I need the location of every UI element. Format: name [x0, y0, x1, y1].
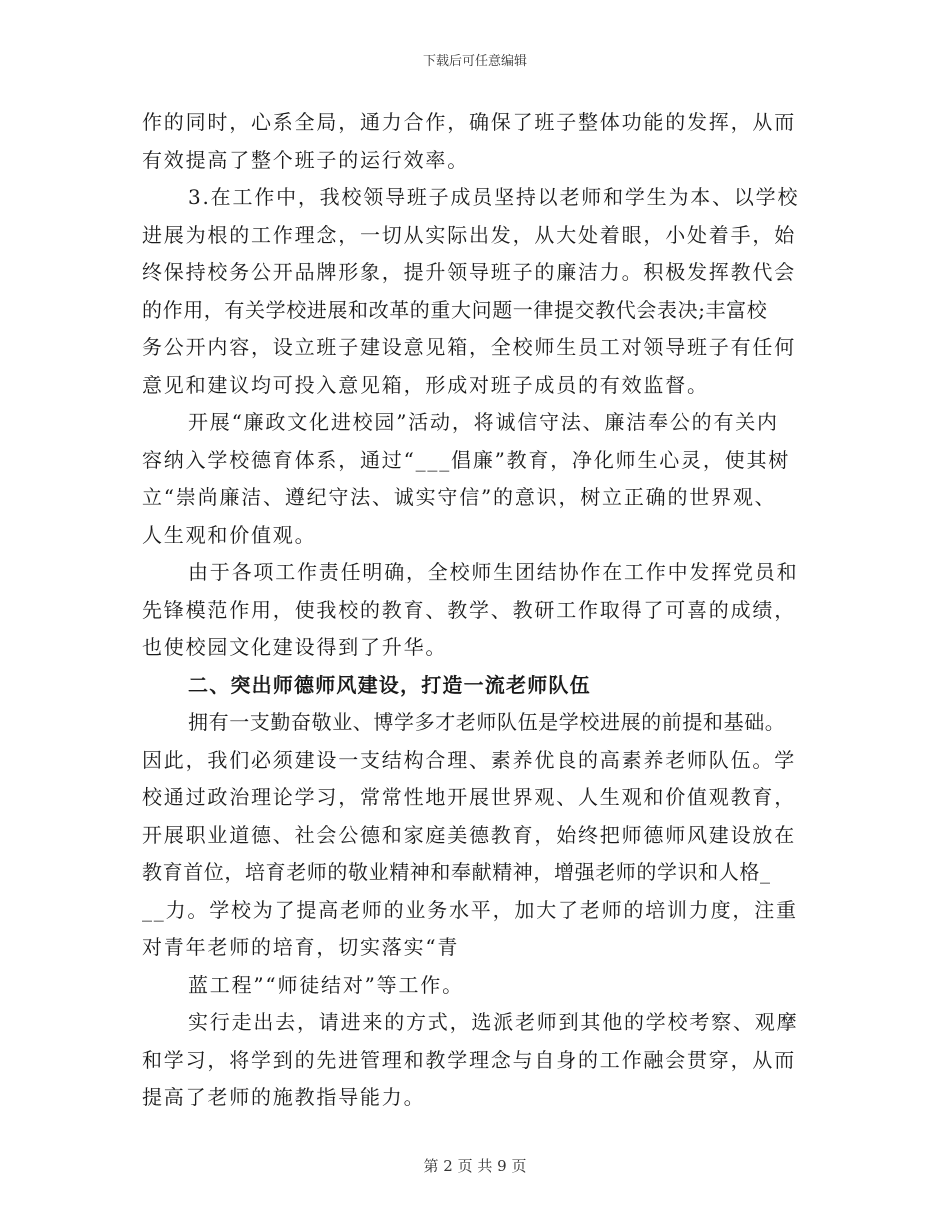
page-header: 下载后可任意编辑	[422, 54, 527, 69]
paragraph-line: 也使校园文化建设得到了升华。	[142, 635, 448, 659]
paragraph-line: 拥有一支勤奋敬业、博学多才老师队伍是学校进展的前提和基础。	[188, 710, 786, 734]
paragraph-line: 容纳入学校德育体系，通过“___倡廉”教育，净化师生心灵，使其树	[142, 447, 791, 472]
page-footer: 第 2 页 共 9 页	[423, 1157, 527, 1175]
section-heading: 二、突出师德师风建设，打造一流老师队伍	[188, 672, 591, 697]
paragraph-line: 先锋模范作用，使我校的教育、教学、教研工作取得了可喜的成绩，	[142, 597, 796, 622]
paragraph-line: 开展职业道德、社会公德和家庭美德教育，始终把师德师风建设放在	[142, 822, 796, 847]
paragraph-line: 作的同时，心系全局，通力合作，确保了班子整体功能的发挥，从而	[142, 110, 796, 134]
paragraph-line: 3.在工作中，我校领导班子成员坚持以老师和学生为本、以学校	[188, 185, 800, 209]
paragraph-line: 意见和建议均可投入意见箱，形成对班子成员的有效监督。	[142, 372, 709, 397]
paragraph-line: 教育首位，培育老师的敬业精神和奉献精神，增强老师的学识和人格_	[142, 860, 771, 884]
paragraph-line: 立“崇尚廉洁、遵纪守法、诚实守信”的意识，树立正确的世界观、	[142, 485, 777, 509]
paragraph-line: 对青年老师的培育，切实落实“青	[142, 935, 460, 959]
document-body	[142, 104, 818, 1117]
paragraph-line: 有效提高了整个班子的运行效率。	[142, 147, 469, 172]
paragraph-line: 的作用，有关学校进展和改革的重大问题一律提交教代会表决;丰富校	[142, 297, 768, 322]
paragraph-line: 人生观和价值观。	[142, 522, 317, 547]
paragraph-line: 务公开内容，设立班子建设意见箱，全校师生员工对领导班子有任何	[142, 335, 796, 359]
paragraph-line: 提高了老师的施教指导能力。	[142, 1085, 426, 1109]
paragraph-line: 由于各项工作责任明确，全校师生团结协作在工作中发挥党员和	[188, 560, 799, 584]
paragraph-line: 实行走出去，请进来的方式，选派老师到其他的学校考察、观摩	[188, 1010, 799, 1034]
paragraph-line: 和学习，将学到的先进管理和教学理念与自身的工作融会贯穿，从而	[142, 1047, 796, 1072]
paragraph-line: 校通过政治理论学习，常常性地开展世界观、人生观和价值观教育，	[142, 785, 796, 809]
paragraph-line: __力。学校为了提高老师的业务水平，加大了老师的培训力度，注重	[142, 897, 798, 922]
paragraph-line: 开展“廉政文化进校园”活动，将诚信守法、廉洁奉公的有关内	[188, 410, 779, 434]
paragraph-line: 因此，我们必须建设一支结构合理、素养优良的高素养老师队伍。学	[142, 747, 796, 772]
paragraph-line: 蓝工程”“师徒结对”等工作。	[188, 972, 464, 997]
paragraph-line: 进展为根的工作理念，一切从实际出发，从大处着眼，小处着手，始	[142, 222, 796, 247]
paragraph-line: 终保持校务公开品牌形象，提升领导班子的廉洁力。积极发挥教代会	[142, 260, 796, 284]
